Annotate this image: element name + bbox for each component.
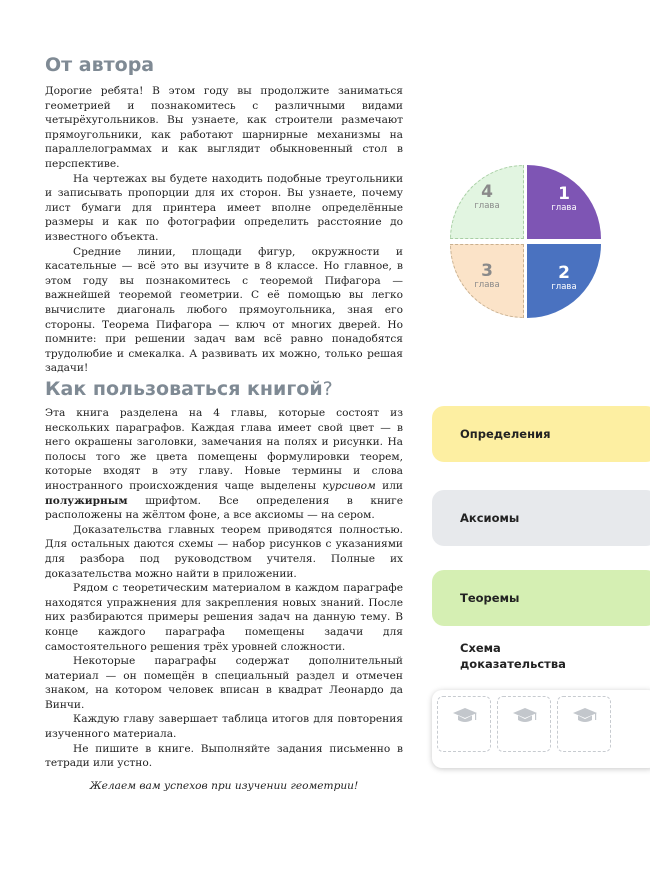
chapter-1-quadrant	[527, 165, 601, 239]
mortarboard-icon	[572, 707, 598, 725]
howto-p1-bold: полужирным	[45, 494, 128, 507]
howto-paragraph-3: Рядом с теоретическим материалом в каждом параграфе находятся упражнения для закрепления новых знаний. После них разбираются примеры решения задач на данную тему. В конце каждого параграфа помещены задачи для самостоятельного решения трёх уровней сложности.	[45, 582, 403, 653]
scheme-legend-title: Схема доказательства	[460, 641, 566, 671]
scheme-slot	[497, 696, 551, 752]
chapter-1-number: 1	[558, 184, 570, 204]
chapter-4-quadrant	[450, 165, 524, 239]
scheme-legend-box	[432, 690, 650, 768]
chapter-3-number: 3	[481, 261, 493, 281]
theorems-legend: Теоремы	[432, 570, 650, 626]
chapter-4-label: глава	[474, 201, 500, 211]
howto-p1-italic: курсивом	[322, 479, 376, 492]
chapter-3-label: глава	[474, 280, 500, 290]
scheme-slot	[557, 696, 611, 752]
chapter-3-quadrant	[450, 244, 524, 318]
howto-paragraph-2: Доказательства главных теорем приводятся полностью. Для остальных даются схемы — набор рисунков с указаниями для разбора под руководством учителя. Полные их доказательства можно найти в приложении.	[45, 523, 403, 580]
chapter-1-label: глава	[551, 203, 577, 213]
scheme-slot	[437, 696, 491, 752]
howto-paragraph-1	[45, 406, 403, 523]
howto-p1-part-b: или	[375, 479, 403, 492]
mortarboard-icon	[452, 707, 478, 725]
chapters-pie	[448, 165, 610, 327]
chapter-2-label: глава	[551, 282, 577, 292]
howto-heading	[45, 378, 333, 400]
chapter-2-number: 2	[558, 263, 570, 283]
howto-paragraph-5: Каждую главу завершает таблица итогов для повторения изученного материала.	[45, 713, 403, 741]
howto-p1-part-a: Эта книга разделена на 4 главы, которые состоят из нескольких параграфов. Каждая глава имеет свой цвет — в него окрашены заголовки, замечания на полях и рисунки. На полосы того же цвета помещены формулировки теорем, которые входят в эту главу. Новые термины и слова иностранного происхождения чаще выделены	[45, 407, 403, 492]
author-paragraph-3: Средние линии, площади фигур, окружности и касательные — всё это вы изучите в 8 классе. Но главное, в этом году вы познакомитесь с теоремой Пифагора — важнейшей теоремой геометрии. С её помощью вы легко вычислите диагональ любого прямоугольника, зная его стороны. Теорема Пифагора — ключ от многих дверей. Но помните: при решении задач вам всё равно понадобятся трудолюбие и смекалка. А развивать их можно, только решая задачи!	[45, 245, 403, 375]
chapter-4-number: 4	[481, 182, 493, 202]
author-paragraph-1: Дорогие ребята! В этом году вы продолжите заниматься геометрией и познакомитесь с различными видами четырёхугольников. Вы узнаете, как строители размечают прямоугольники, как работают шарнирные механизмы на параллелограммах и как выглядит обыкновенный стол в перспективе.	[45, 85, 403, 170]
howto-heading-text: Как пользоваться книгой	[45, 378, 323, 400]
author-text	[45, 84, 403, 376]
mortarboard-icon	[512, 707, 538, 725]
axioms-legend: Аксиомы	[432, 490, 650, 546]
howto-heading-mark: ?	[322, 378, 333, 400]
definitions-legend: Определения	[432, 406, 650, 462]
howto-p1-part-c: шрифтом. Все определения в книге расположены на жёлтом фоне, а все аксиомы — на сером.	[45, 494, 403, 522]
howto-paragraph-6: Не пишите в книге. Выполняйте задания письменно в тетради или устно.	[45, 742, 403, 770]
chapter-2-quadrant	[527, 244, 601, 318]
author-heading: От автора	[45, 54, 155, 76]
closing-wish: Желаем вам успехов при изучении геометрии!	[89, 779, 359, 792]
howto-paragraph-4: Некоторые параграфы содержат дополнительный материал — он помещён в специальный раздел и отмечен знаком, на котором человек вписан в квадрат Леонардо да Винчи.	[45, 655, 403, 711]
howto-text	[45, 406, 403, 793]
author-paragraph-2: На чертежах вы будете находить подобные треугольники и записывать пропорции для их сторон. Вы узнаете, почему лист бумаги для принтера имеет вполне определённые размеры и как по фотографии определить расстояние до известного объекта.	[45, 172, 403, 243]
